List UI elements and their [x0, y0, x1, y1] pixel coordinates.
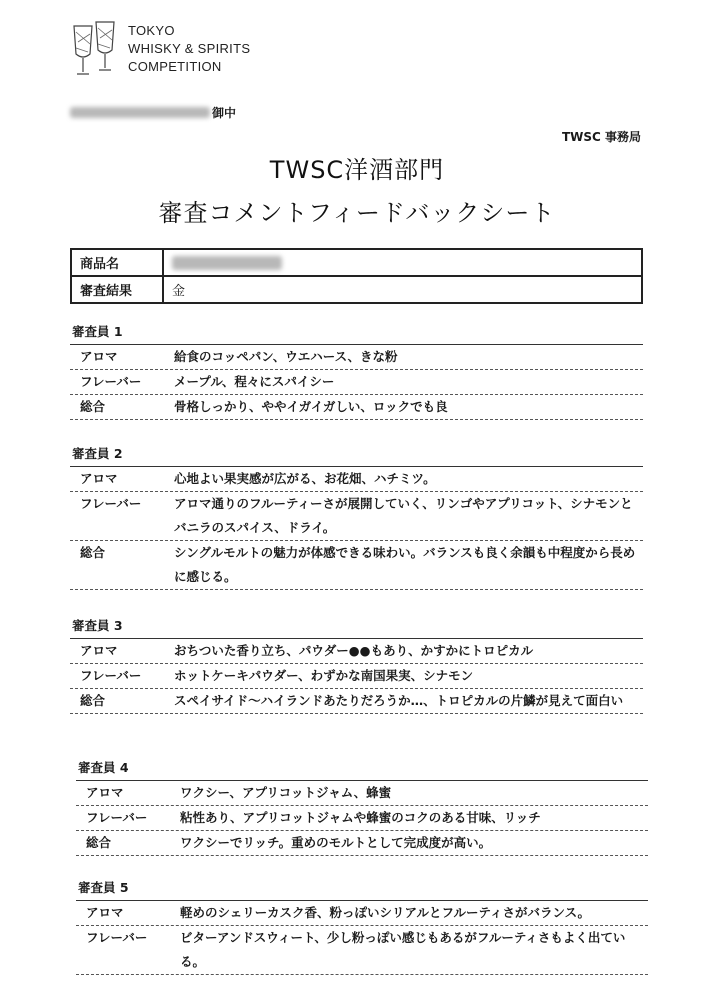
product-name-label: 商品名: [71, 249, 163, 276]
row-value: 粘性あり、アプリコットジャムや蜂蜜のコクのある甘味、リッチ: [180, 810, 541, 825]
comment-row-flavor: [70, 492, 643, 541]
judge-title: 審査員 4: [76, 756, 648, 781]
redacted-product-name: [172, 256, 282, 270]
row-label: アロマ: [86, 785, 124, 800]
row-value: 心地よい果実感が広がる、お花畑、ハチミツ。: [174, 471, 436, 486]
row-label: フレーバー: [80, 496, 142, 511]
row-label: アロマ: [80, 643, 118, 658]
row-value: 骨格しっかり、ややイガイガしい、ロックでも良: [174, 399, 448, 414]
comment-row-flavor: [76, 806, 648, 831]
comment-row-overall: [70, 689, 643, 714]
judge-section-4: [76, 756, 648, 856]
row-label: アロマ: [80, 349, 118, 364]
page-title: TWSC洋酒部門: [269, 156, 445, 184]
row-value: ワクシー、アプリコットジャム、蜂蜜: [180, 785, 392, 800]
row-value: ビターアンドスウィート、少し粉っぽい感じもあるがフルーティさもよく出ている。: [180, 930, 626, 969]
addressee: [70, 104, 236, 121]
row-label: 総合: [80, 545, 106, 560]
judge-section-3: [70, 614, 643, 714]
comment-row-aroma: [70, 345, 643, 370]
row-value: 給食のコッペパン、ウエハース、きな粉: [174, 349, 398, 364]
row-label: アロマ: [80, 471, 118, 486]
product-name-value: [163, 249, 642, 276]
redacted-company-name: [70, 107, 210, 118]
row-value: シングルモルトの魅力が体感できる味わい。バランスも良く余韻も中程度から長めに感じる。: [174, 545, 636, 584]
row-label: 総合: [86, 835, 112, 850]
comment-row-flavor: [76, 926, 648, 975]
comment-row-aroma: [76, 901, 648, 926]
result-row: [71, 276, 642, 303]
page-subtitle: 審査コメントフィードバックシート: [158, 199, 556, 227]
comment-row-overall: [70, 395, 643, 420]
row-label: フレーバー: [80, 374, 142, 389]
product-name-row: [71, 249, 642, 276]
row-value: スペイサイド～ハイランドあたりだろうか…、トロピカルの片鱗が見えて面白い: [174, 693, 624, 708]
judge-title: 審査員 5: [76, 876, 648, 901]
judge-section-1: [70, 320, 643, 420]
logo-line-1: TOKYO: [128, 23, 175, 38]
judge-section-5: [76, 876, 648, 975]
row-label: フレーバー: [86, 930, 148, 945]
office-name: TWSC 事務局: [561, 130, 641, 144]
result-value: 金: [163, 276, 642, 303]
row-label: 総合: [80, 399, 106, 414]
judge-title: 審査員 1: [70, 320, 643, 345]
row-value: ホットケーキパウダー、わずかな南国果実、シナモン: [174, 668, 474, 683]
comment-row-overall: [76, 831, 648, 856]
row-label: フレーバー: [80, 668, 142, 683]
addressee-suffix: 御中: [212, 106, 237, 120]
logo-line-2: WHISKY & SPIRITS: [128, 41, 251, 56]
row-value: 軽めのシェリーカスク香、粉っぽいシリアルとフルーティさがバランス。: [180, 905, 591, 920]
judge-title: 審査員 3: [70, 614, 643, 639]
row-label: フレーバー: [86, 810, 148, 825]
row-value: ワクシーでリッチ。重めのモルトとして完成度が高い。: [180, 835, 492, 850]
logo-line-3: COMPETITION: [128, 59, 222, 74]
comment-row-aroma: [70, 467, 643, 492]
row-value: おちついた香り立ち、パウダー●●もあり、かすかにトロピカル: [174, 643, 534, 658]
comment-row-flavor: [70, 370, 643, 395]
competition-logo: [70, 20, 250, 80]
row-value: アロマ通りのフルーティーさが展開していく、リンゴやアプリコット、シナモンとバニラのスパイス、ドライ。: [174, 496, 633, 535]
row-label: 総合: [80, 693, 106, 708]
glasses-logo-icon: [70, 20, 120, 80]
row-label: アロマ: [86, 905, 124, 920]
product-info-table: [70, 248, 643, 304]
judge-title: 審査員 2: [70, 442, 643, 467]
comment-row-flavor: [70, 664, 643, 689]
result-label: 審査結果: [71, 276, 163, 303]
comment-row-aroma: [70, 639, 643, 664]
judge-section-2: [70, 442, 643, 590]
comment-row-aroma: [76, 781, 648, 806]
row-value: メープル、程々にスパイシー: [174, 374, 335, 389]
comment-row-overall: [70, 541, 643, 590]
